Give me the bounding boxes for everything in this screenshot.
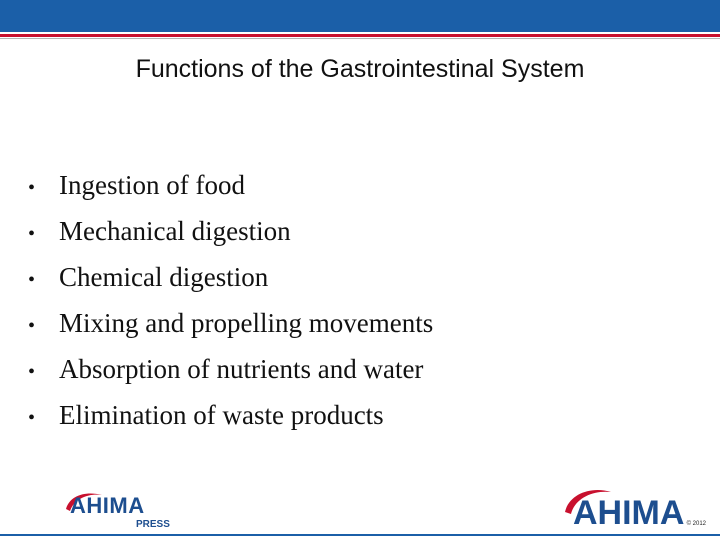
header-red-rule — [0, 34, 720, 37]
bullet-dot-icon: • — [28, 177, 36, 199]
bullet-text: Absorption of nutrients and water — [59, 354, 424, 384]
logo-press-text: PRESS — [136, 519, 170, 530]
footer-rule — [0, 534, 720, 536]
logo-wordmark: AHIMA — [70, 493, 145, 518]
bullet-dot-icon: • — [28, 407, 36, 429]
ahima-press-logo — [64, 489, 176, 531]
bullet-item — [28, 346, 433, 392]
bullet-dot-icon: • — [28, 361, 36, 383]
bullet-text: Ingestion of food — [59, 170, 245, 200]
bullet-dot-icon: • — [28, 223, 36, 245]
bullet-text: Mechanical digestion — [59, 216, 291, 246]
bullet-item — [28, 208, 433, 254]
bullet-text: Elimination of waste products — [59, 400, 384, 430]
slide-title: Functions of the Gastrointestinal System — [135, 55, 585, 83]
bullet-dot-icon: • — [28, 269, 36, 291]
bullet-item — [28, 300, 433, 346]
bullet-list — [28, 162, 433, 438]
bullet-text: Mixing and propelling movements — [59, 308, 434, 338]
bullet-item — [28, 254, 433, 300]
bullet-item — [28, 392, 433, 438]
header-band — [0, 0, 720, 32]
logo-wordmark: AHIMA — [573, 494, 685, 530]
ahima-logo — [563, 486, 703, 530]
bullet-dot-icon: • — [28, 315, 36, 337]
header-grey-rule — [0, 38, 720, 39]
copyright-text: © 2012 — [686, 521, 706, 527]
bullet-item — [28, 162, 433, 208]
bullet-text: Chemical digestion — [59, 262, 269, 292]
